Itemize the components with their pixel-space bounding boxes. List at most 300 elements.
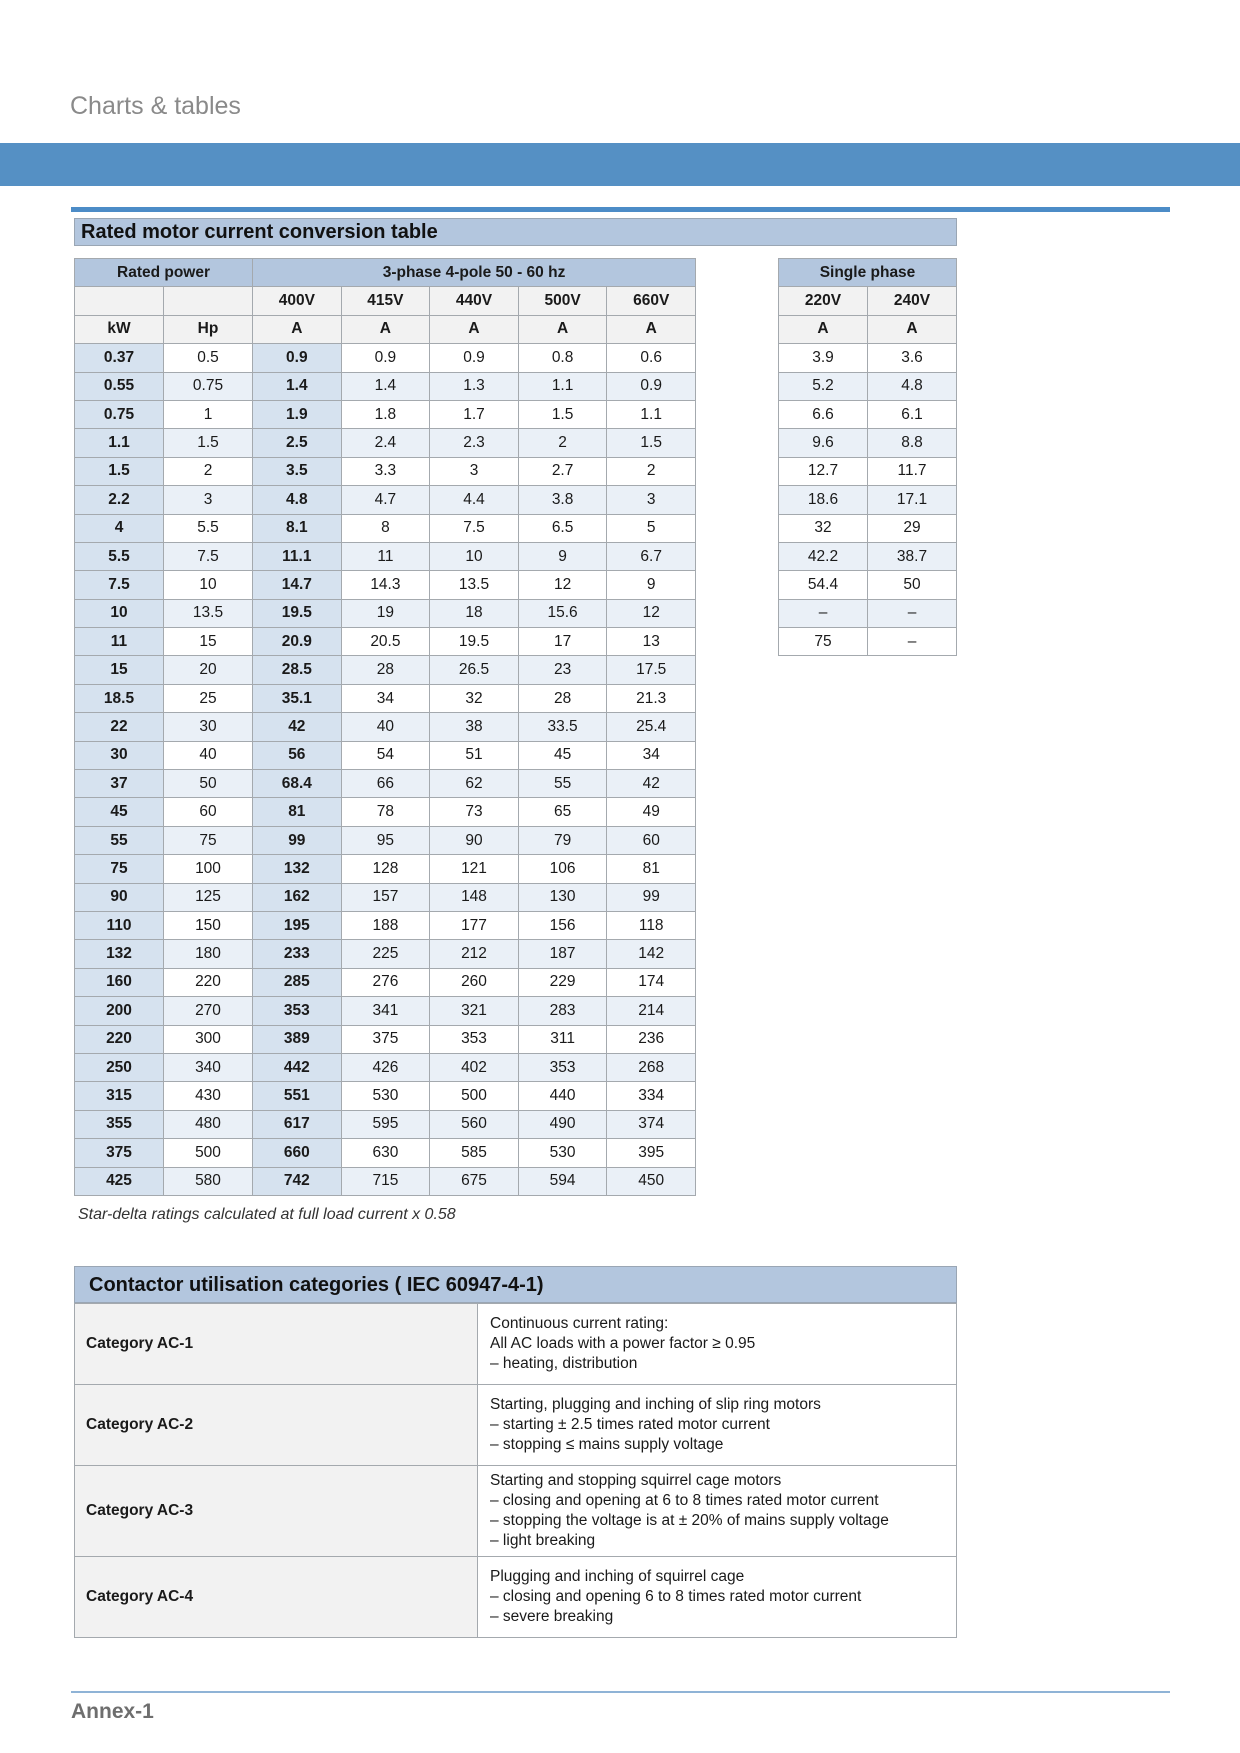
category-description xyxy=(478,1466,957,1557)
hp-cell: 0.75 xyxy=(164,372,253,400)
current-cell: 2 xyxy=(607,457,696,485)
top-divider xyxy=(71,207,1170,212)
kw-cell: 425 xyxy=(75,1167,164,1195)
current-cell: 132 xyxy=(253,855,342,883)
hp-cell: 150 xyxy=(164,911,253,939)
current-cell: 60 xyxy=(607,826,696,854)
current-cell: 353 xyxy=(430,1025,519,1053)
current-cell: 3 xyxy=(430,457,519,485)
current-cell: 442 xyxy=(253,1053,342,1081)
kw-cell: 30 xyxy=(75,741,164,769)
current-cell: 2.4 xyxy=(341,429,430,457)
table-row xyxy=(779,400,957,428)
current-cell: 81 xyxy=(253,798,342,826)
kw-cell: 220 xyxy=(75,1025,164,1053)
hp-cell: 125 xyxy=(164,883,253,911)
current-cell: 2.7 xyxy=(518,457,607,485)
current-cell: 65 xyxy=(518,798,607,826)
hp-cell: 580 xyxy=(164,1167,253,1195)
current-cell: 402 xyxy=(430,1053,519,1081)
current-cell: 276 xyxy=(341,968,430,996)
kw-cell: 160 xyxy=(75,968,164,996)
current-cell: 18.6 xyxy=(779,486,868,514)
contactor-table xyxy=(74,1303,957,1638)
current-cell: 630 xyxy=(341,1139,430,1167)
kw-cell: 75 xyxy=(75,855,164,883)
hp-cell: 60 xyxy=(164,798,253,826)
table-row xyxy=(75,571,696,599)
table-row xyxy=(75,741,696,769)
description-line: – heating, distribution xyxy=(490,1355,638,1372)
current-cell: 6.5 xyxy=(518,514,607,542)
current-cell: 68.4 xyxy=(253,770,342,798)
unit-header: A xyxy=(430,315,519,343)
current-cell: 530 xyxy=(341,1082,430,1110)
current-cell: 19.5 xyxy=(253,599,342,627)
table-row xyxy=(75,1167,696,1195)
unit-header: A xyxy=(607,315,696,343)
current-cell: 38.7 xyxy=(868,542,957,570)
current-cell: 530 xyxy=(518,1139,607,1167)
table-row xyxy=(779,372,957,400)
current-cell: 334 xyxy=(607,1082,696,1110)
table-row xyxy=(779,457,957,485)
table-row xyxy=(75,656,696,684)
table-row xyxy=(75,372,696,400)
current-cell: 268 xyxy=(607,1053,696,1081)
current-cell: 28 xyxy=(341,656,430,684)
footer-label: Annex-1 xyxy=(71,1700,154,1723)
hp-cell: 1.5 xyxy=(164,429,253,457)
current-cell: 8.8 xyxy=(868,429,957,457)
current-cell: 28.5 xyxy=(253,656,342,684)
current-cell: 3 xyxy=(607,486,696,514)
current-cell: 214 xyxy=(607,997,696,1025)
current-cell: 0.9 xyxy=(341,344,430,372)
current-cell: 66 xyxy=(341,770,430,798)
table-row xyxy=(779,514,957,542)
current-cell: 73 xyxy=(430,798,519,826)
header-rated-power: Rated power xyxy=(75,259,253,287)
current-cell: 8.1 xyxy=(253,514,342,542)
current-cell: 19.5 xyxy=(430,628,519,656)
current-cell: 12.7 xyxy=(779,457,868,485)
voltage-header: 415V xyxy=(341,287,430,315)
table-row xyxy=(75,599,696,627)
current-cell: 4.7 xyxy=(341,486,430,514)
current-cell: 560 xyxy=(430,1110,519,1138)
current-cell: 321 xyxy=(430,997,519,1025)
current-cell: 1.4 xyxy=(341,372,430,400)
motor-table-title: Rated motor current conversion table xyxy=(74,218,957,246)
current-cell: 78 xyxy=(341,798,430,826)
current-cell: 42 xyxy=(607,770,696,798)
current-cell: 75 xyxy=(779,628,868,656)
kw-cell: 375 xyxy=(75,1139,164,1167)
current-cell: 1.5 xyxy=(607,429,696,457)
table-row xyxy=(75,968,696,996)
current-cell: 174 xyxy=(607,968,696,996)
hp-cell: 7.5 xyxy=(164,542,253,570)
table-row xyxy=(75,486,696,514)
table-row xyxy=(779,344,957,372)
header-three-phase: 3-phase 4-pole 50 - 60 hz xyxy=(253,259,696,287)
unit-header: A xyxy=(518,315,607,343)
current-cell: 7.5 xyxy=(430,514,519,542)
description-line: – starting ± 2.5 times rated motor current xyxy=(490,1416,770,1433)
current-cell: 742 xyxy=(253,1167,342,1195)
current-cell: 20.9 xyxy=(253,628,342,656)
bottom-divider xyxy=(71,1691,1170,1693)
current-cell: 0.6 xyxy=(607,344,696,372)
current-cell: 440 xyxy=(518,1082,607,1110)
unit-header: A xyxy=(341,315,430,343)
category-description xyxy=(478,1385,957,1466)
current-cell: 11.1 xyxy=(253,542,342,570)
current-cell: 2 xyxy=(518,429,607,457)
table-row xyxy=(75,1053,696,1081)
hp-cell: 430 xyxy=(164,1082,253,1110)
blank-cell xyxy=(164,287,253,315)
current-cell: 490 xyxy=(518,1110,607,1138)
category-description xyxy=(478,1557,957,1638)
current-cell: 1.7 xyxy=(430,400,519,428)
hp-cell: 220 xyxy=(164,968,253,996)
current-cell: 148 xyxy=(430,883,519,911)
header-single-phase: Single phase xyxy=(779,259,957,287)
current-cell: 128 xyxy=(341,855,430,883)
kw-cell: 5.5 xyxy=(75,542,164,570)
current-cell: 6.6 xyxy=(779,400,868,428)
hp-cell: 40 xyxy=(164,741,253,769)
unit-header: Hp xyxy=(164,315,253,343)
voltage-header: 400V xyxy=(253,287,342,315)
kw-cell: 18.5 xyxy=(75,684,164,712)
current-cell: 40 xyxy=(341,713,430,741)
page-title: Charts & tables xyxy=(70,92,241,120)
current-cell: 195 xyxy=(253,911,342,939)
current-cell: 1.1 xyxy=(518,372,607,400)
current-cell: 353 xyxy=(253,997,342,1025)
hp-cell: 2 xyxy=(164,457,253,485)
unit-header: A xyxy=(868,315,957,343)
current-cell: 25.4 xyxy=(607,713,696,741)
footnote: Star-delta ratings calculated at full load current x 0.58 xyxy=(78,1206,456,1223)
current-cell: 26.5 xyxy=(430,656,519,684)
current-cell: 233 xyxy=(253,940,342,968)
current-cell: 42.2 xyxy=(779,542,868,570)
table-row xyxy=(75,514,696,542)
table-row xyxy=(75,628,696,656)
current-cell: 9 xyxy=(607,571,696,599)
current-cell: 118 xyxy=(607,911,696,939)
current-cell: 130 xyxy=(518,883,607,911)
current-cell: 1.9 xyxy=(253,400,342,428)
current-cell: 1.3 xyxy=(430,372,519,400)
current-cell: 42 xyxy=(253,713,342,741)
kw-cell: 200 xyxy=(75,997,164,1025)
table-row xyxy=(75,997,696,1025)
current-cell: 3.6 xyxy=(868,344,957,372)
hp-cell: 15 xyxy=(164,628,253,656)
hp-cell: 500 xyxy=(164,1139,253,1167)
table-row xyxy=(75,400,696,428)
kw-cell: 45 xyxy=(75,798,164,826)
header-band xyxy=(0,143,1240,186)
hp-cell: 340 xyxy=(164,1053,253,1081)
current-cell: 45 xyxy=(518,741,607,769)
unit-header: kW xyxy=(75,315,164,343)
table-row xyxy=(75,1139,696,1167)
current-cell: 34 xyxy=(607,741,696,769)
current-cell: 188 xyxy=(341,911,430,939)
kw-cell: 2.2 xyxy=(75,486,164,514)
table-row xyxy=(779,599,957,627)
voltage-header: 660V xyxy=(607,287,696,315)
table-row xyxy=(75,713,696,741)
kw-cell: 0.37 xyxy=(75,344,164,372)
current-cell: 21.3 xyxy=(607,684,696,712)
current-cell: 260 xyxy=(430,968,519,996)
current-cell: 95 xyxy=(341,826,430,854)
current-cell: 54.4 xyxy=(779,571,868,599)
unit-header: A xyxy=(253,315,342,343)
current-cell: 3.8 xyxy=(518,486,607,514)
current-cell: 9.6 xyxy=(779,429,868,457)
current-cell: 4.8 xyxy=(253,486,342,514)
table-row xyxy=(75,798,696,826)
hp-cell: 50 xyxy=(164,770,253,798)
table-row xyxy=(779,628,957,656)
kw-cell: 10 xyxy=(75,599,164,627)
description-line: Plugging and inching of squirrel cage xyxy=(490,1568,745,1585)
kw-cell: 315 xyxy=(75,1082,164,1110)
current-cell: 426 xyxy=(341,1053,430,1081)
current-cell: 585 xyxy=(430,1139,519,1167)
current-cell: 55 xyxy=(518,770,607,798)
contactor-title: Contactor utilisation categories ( IEC 60947-4-1) xyxy=(74,1266,957,1303)
category-name: Category AC-4 xyxy=(75,1557,478,1638)
current-cell: 99 xyxy=(253,826,342,854)
current-cell: 229 xyxy=(518,968,607,996)
current-cell: 187 xyxy=(518,940,607,968)
description-line: Continuous current rating: xyxy=(490,1315,669,1332)
description-line: – closing and opening 6 to 8 times rated motor current xyxy=(490,1588,862,1605)
current-cell: 4.4 xyxy=(430,486,519,514)
description-line: Starting and stopping squirrel cage motors xyxy=(490,1472,782,1489)
current-cell: 162 xyxy=(253,883,342,911)
current-cell: 142 xyxy=(607,940,696,968)
current-cell: 0.8 xyxy=(518,344,607,372)
blank-cell xyxy=(75,287,164,315)
table-row xyxy=(75,429,696,457)
current-cell: 14.3 xyxy=(341,571,430,599)
kw-cell: 55 xyxy=(75,826,164,854)
current-cell: 18 xyxy=(430,599,519,627)
table-row xyxy=(75,940,696,968)
kw-cell: 1.5 xyxy=(75,457,164,485)
current-cell: 14.7 xyxy=(253,571,342,599)
description-line: All AC loads with a power factor ≥ 0.95 xyxy=(490,1335,756,1352)
current-cell: 33.5 xyxy=(518,713,607,741)
table-row xyxy=(75,457,696,485)
category-row xyxy=(75,1304,957,1385)
current-cell: 121 xyxy=(430,855,519,883)
hp-cell: 20 xyxy=(164,656,253,684)
current-cell: 11.7 xyxy=(868,457,957,485)
current-cell: 3.5 xyxy=(253,457,342,485)
current-cell: – xyxy=(868,599,957,627)
current-cell: 13.5 xyxy=(430,571,519,599)
current-cell: 177 xyxy=(430,911,519,939)
current-cell: 353 xyxy=(518,1053,607,1081)
current-cell: 1.4 xyxy=(253,372,342,400)
current-cell: 28 xyxy=(518,684,607,712)
table-row xyxy=(75,1110,696,1138)
current-cell: 17 xyxy=(518,628,607,656)
current-cell: 1.5 xyxy=(518,400,607,428)
kw-cell: 355 xyxy=(75,1110,164,1138)
current-cell: 450 xyxy=(607,1167,696,1195)
current-cell: 595 xyxy=(341,1110,430,1138)
current-cell: 51 xyxy=(430,741,519,769)
current-cell: 212 xyxy=(430,940,519,968)
hp-cell: 30 xyxy=(164,713,253,741)
hp-cell: 480 xyxy=(164,1110,253,1138)
current-cell: 225 xyxy=(341,940,430,968)
kw-cell: 250 xyxy=(75,1053,164,1081)
current-cell: 3.9 xyxy=(779,344,868,372)
hp-cell: 100 xyxy=(164,855,253,883)
hp-cell: 75 xyxy=(164,826,253,854)
kw-cell: 1.1 xyxy=(75,429,164,457)
description-line: – severe breaking xyxy=(490,1608,614,1625)
table-row xyxy=(75,684,696,712)
table-row xyxy=(75,344,696,372)
current-cell: 1.8 xyxy=(341,400,430,428)
table-row xyxy=(779,429,957,457)
current-cell: 106 xyxy=(518,855,607,883)
category-row xyxy=(75,1385,957,1466)
current-cell: 81 xyxy=(607,855,696,883)
current-cell: 17.1 xyxy=(868,486,957,514)
kw-cell: 7.5 xyxy=(75,571,164,599)
current-cell: 157 xyxy=(341,883,430,911)
current-cell: 35.1 xyxy=(253,684,342,712)
description-line: – stopping the voltage is at ± 20% of mains supply voltage xyxy=(490,1512,889,1529)
category-name: Category AC-1 xyxy=(75,1304,478,1385)
current-cell: 715 xyxy=(341,1167,430,1195)
current-cell: 5.2 xyxy=(779,372,868,400)
voltage-header: 240V xyxy=(868,287,957,315)
description-line: – light breaking xyxy=(490,1532,596,1549)
current-cell: 56 xyxy=(253,741,342,769)
kw-cell: 0.75 xyxy=(75,400,164,428)
category-row xyxy=(75,1557,957,1638)
current-cell: 5 xyxy=(607,514,696,542)
hp-cell: 300 xyxy=(164,1025,253,1053)
current-cell: 62 xyxy=(430,770,519,798)
current-cell: 34 xyxy=(341,684,430,712)
description-line: – stopping ≤ mains supply voltage xyxy=(490,1436,724,1453)
voltage-header: 500V xyxy=(518,287,607,315)
current-cell: 79 xyxy=(518,826,607,854)
description-line: Starting, plugging and inching of slip ring motors xyxy=(490,1396,821,1413)
current-cell: 375 xyxy=(341,1025,430,1053)
current-cell: 9 xyxy=(518,542,607,570)
kw-cell: 22 xyxy=(75,713,164,741)
current-cell: 15.6 xyxy=(518,599,607,627)
current-cell: 19 xyxy=(341,599,430,627)
table-row xyxy=(75,1025,696,1053)
current-cell: 0.9 xyxy=(253,344,342,372)
table-row xyxy=(779,486,957,514)
current-cell: 8 xyxy=(341,514,430,542)
current-cell: 2.5 xyxy=(253,429,342,457)
table-row xyxy=(75,542,696,570)
current-cell: 20.5 xyxy=(341,628,430,656)
kw-cell: 15 xyxy=(75,656,164,684)
hp-cell: 1 xyxy=(164,400,253,428)
hp-cell: 180 xyxy=(164,940,253,968)
current-cell: 617 xyxy=(253,1110,342,1138)
hp-cell: 0.5 xyxy=(164,344,253,372)
current-cell: 23 xyxy=(518,656,607,684)
current-cell: 311 xyxy=(518,1025,607,1053)
kw-cell: 4 xyxy=(75,514,164,542)
current-cell: 236 xyxy=(607,1025,696,1053)
current-cell: 551 xyxy=(253,1082,342,1110)
single-phase-table xyxy=(778,258,957,656)
table-row xyxy=(779,571,957,599)
current-cell: 12 xyxy=(607,599,696,627)
current-cell: 285 xyxy=(253,968,342,996)
current-cell: 395 xyxy=(607,1139,696,1167)
hp-cell: 13.5 xyxy=(164,599,253,627)
table-row xyxy=(75,855,696,883)
hp-cell: 3 xyxy=(164,486,253,514)
unit-header: A xyxy=(779,315,868,343)
current-cell: 17.5 xyxy=(607,656,696,684)
category-description xyxy=(478,1304,957,1385)
current-cell: 10 xyxy=(430,542,519,570)
table-row xyxy=(779,542,957,570)
current-cell: 0.9 xyxy=(607,372,696,400)
voltage-header: 440V xyxy=(430,287,519,315)
current-cell: – xyxy=(779,599,868,627)
current-cell: 0.9 xyxy=(430,344,519,372)
current-cell: 32 xyxy=(430,684,519,712)
current-cell: 675 xyxy=(430,1167,519,1195)
current-cell: 283 xyxy=(518,997,607,1025)
current-cell: 6.1 xyxy=(868,400,957,428)
table-row xyxy=(75,1082,696,1110)
current-cell: 38 xyxy=(430,713,519,741)
current-cell: 11 xyxy=(341,542,430,570)
current-cell: 49 xyxy=(607,798,696,826)
current-cell: – xyxy=(868,628,957,656)
current-cell: 90 xyxy=(430,826,519,854)
hp-cell: 270 xyxy=(164,997,253,1025)
current-cell: 54 xyxy=(341,741,430,769)
category-name: Category AC-2 xyxy=(75,1385,478,1466)
current-cell: 500 xyxy=(430,1082,519,1110)
current-cell: 3.3 xyxy=(341,457,430,485)
motor-current-table xyxy=(74,258,696,1196)
current-cell: 29 xyxy=(868,514,957,542)
current-cell: 389 xyxy=(253,1025,342,1053)
current-cell: 660 xyxy=(253,1139,342,1167)
